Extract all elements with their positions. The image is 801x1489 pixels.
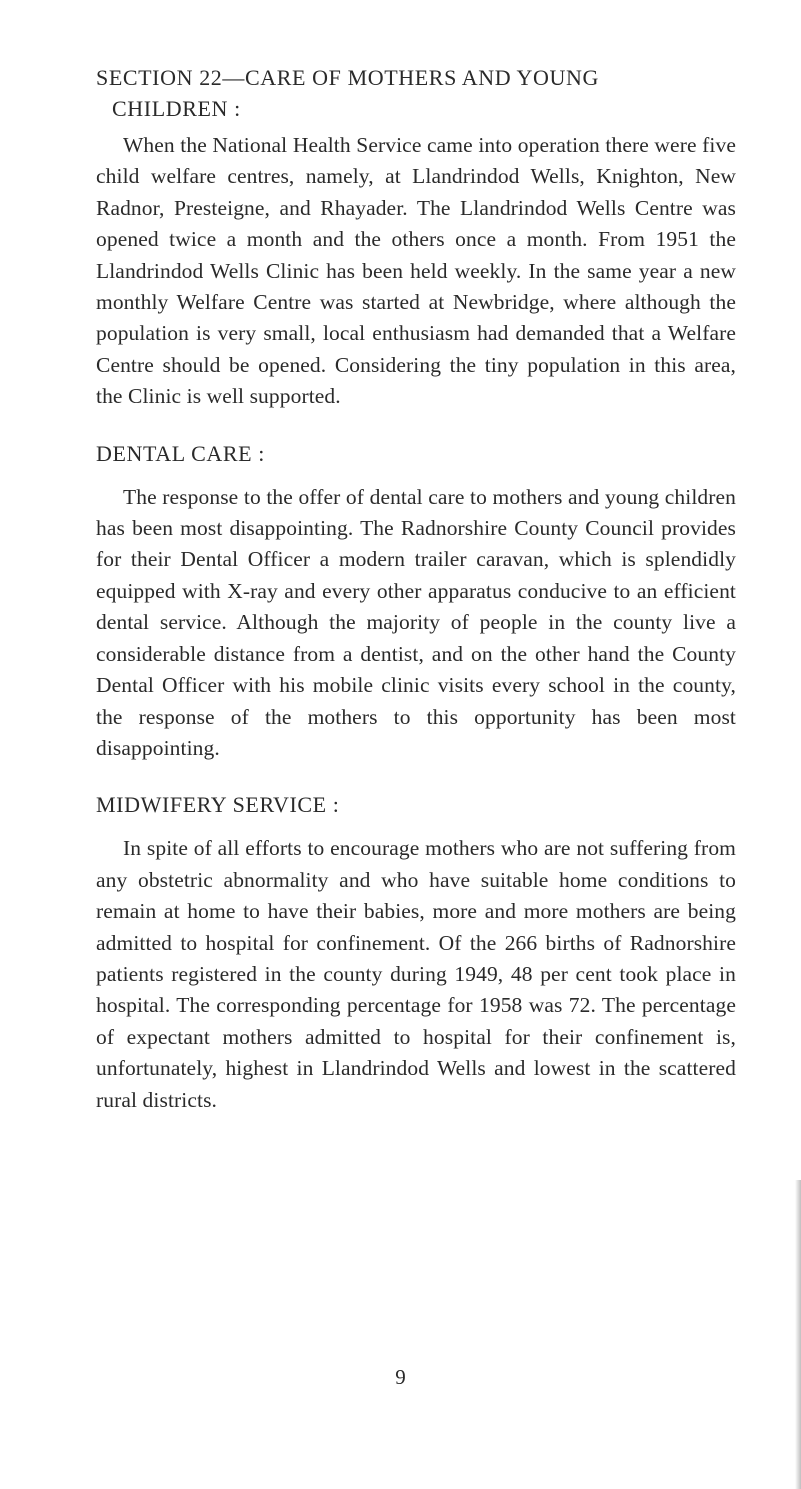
- section-care-of-mothers: [96, 62, 736, 413]
- section-heading: MIDWIFERY SERVICE :: [96, 792, 340, 818]
- document-page: [96, 62, 736, 1141]
- section-heading-continuation: CHILDREN :: [112, 96, 241, 121]
- section-midwifery-service: [96, 789, 736, 1116]
- section-paragraph: The response to the offer of dental care to mothers and young children has been most disappointing. The Radnorshire County Council provides for their Dental Officer a modern trailer caravan, which is splendidly equipped with X-ray and every other apparatus conducive to an efficient dental service. Although the majority of people in the county live a considerable distance from a dentist, and on the other hand the County Dental Officer with his mobile clinic visits every school in the county, the response of the mothers to this opportunity has been most disappointing.: [96, 484, 736, 760]
- section-paragraph: In spite of all efforts to encourage mothers who are not suffering from any obstetric abnormality and who have suitable home conditions to remain at home to have their babies, more and more mothers are being admitted to hospital for confinement. Of the 266 births of Radnorshire patients registered in the county during 1949, 48 per cent took place in hospital. The corresponding percentage for 1958 was 72. The percentage of expectant mothers admitted to hospital for their confinement is, unfortunately, highest in Llandrindod Wells and lowest in the scattered rural districts.: [96, 836, 736, 1112]
- page-edge-shadow: [795, 1180, 801, 1489]
- section-heading: DENTAL CARE :: [96, 440, 265, 466]
- section-dental-care: [96, 438, 736, 765]
- section-paragraph: When the National Health Service came into operation there were five child welfare centres, namely, at Llandrindod Wells, Knighton, New Radnor, Presteigne, and Rhayader. The Llandrindod Wells Centre was opened twice a month and the others once a month. From 1951 the Llandrindod Wells Clinic has been held weekly. In the same year a new monthly Welfare Centre was started at Newbridge, where although the population is very small, local enthusiasm had demanded that a Welfare Centre should be opened. Considering the tiny population in this area, the Clinic is well supported.: [96, 133, 736, 409]
- section-heading: SECTION 22—CARE OF MOTHERS AND YOUNG: [96, 65, 599, 90]
- page-number: 9: [395, 1365, 406, 1389]
